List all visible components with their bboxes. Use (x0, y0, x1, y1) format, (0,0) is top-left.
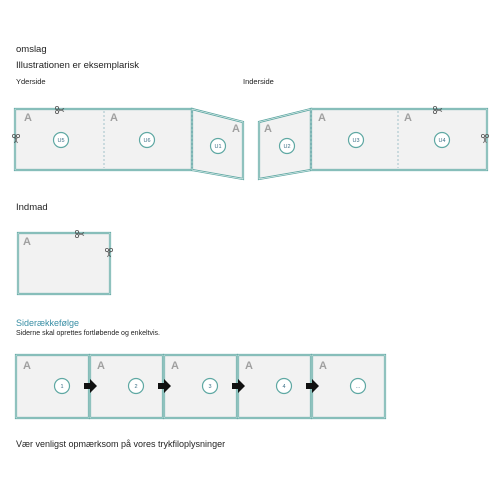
corner-mark: A (24, 111, 32, 124)
corner-mark: A (110, 111, 118, 124)
corner-mark: A (23, 359, 31, 372)
panel-badge-u4-label: U4 (438, 137, 446, 144)
insert-heading: Indmad (16, 202, 48, 213)
outside-label: Yderside (16, 77, 46, 86)
illustration-note: Illustrationen er eksemplarisk (16, 60, 140, 71)
corner-mark: A (23, 235, 31, 248)
corner-mark: A (97, 359, 105, 372)
panel-badge-u5-label: U5 (57, 137, 65, 144)
inside-label: Inderside (243, 77, 274, 86)
corner-mark: A (232, 122, 240, 135)
page-order-note: Siderne skal oprettes fortløbende og enkeltvis. (16, 330, 160, 337)
corner-mark: A (245, 359, 253, 372)
page-badge-1-label: 1 (60, 383, 64, 390)
corner-mark: A (264, 122, 272, 135)
outside-flat-panels (15, 109, 192, 170)
page-badge-5-label: ... (355, 383, 361, 390)
corner-mark: A (318, 111, 326, 124)
panel-badge-u1-label: U1 (214, 143, 222, 150)
corner-mark: A (404, 111, 412, 124)
page-badge-4-label: 4 (282, 383, 286, 390)
panel-badge-u2-label: U2 (283, 143, 291, 150)
insert-page (18, 233, 110, 294)
panel-badge-u6-label: U6 (143, 137, 151, 144)
inside-flat-panels (311, 109, 487, 170)
corner-mark: A (319, 359, 327, 372)
page-badge-3-label: 3 (208, 383, 212, 390)
section-title-omslag: omslag (16, 44, 47, 55)
footer-note: Vær venligst opmærksom på vores trykfiloplysninger (16, 439, 226, 449)
panel-badge-u3-label: U3 (352, 137, 360, 144)
page-badge-2-label: 2 (134, 383, 138, 390)
corner-mark: A (171, 359, 179, 372)
page-order-heading: Siderækkefølge (16, 318, 80, 328)
